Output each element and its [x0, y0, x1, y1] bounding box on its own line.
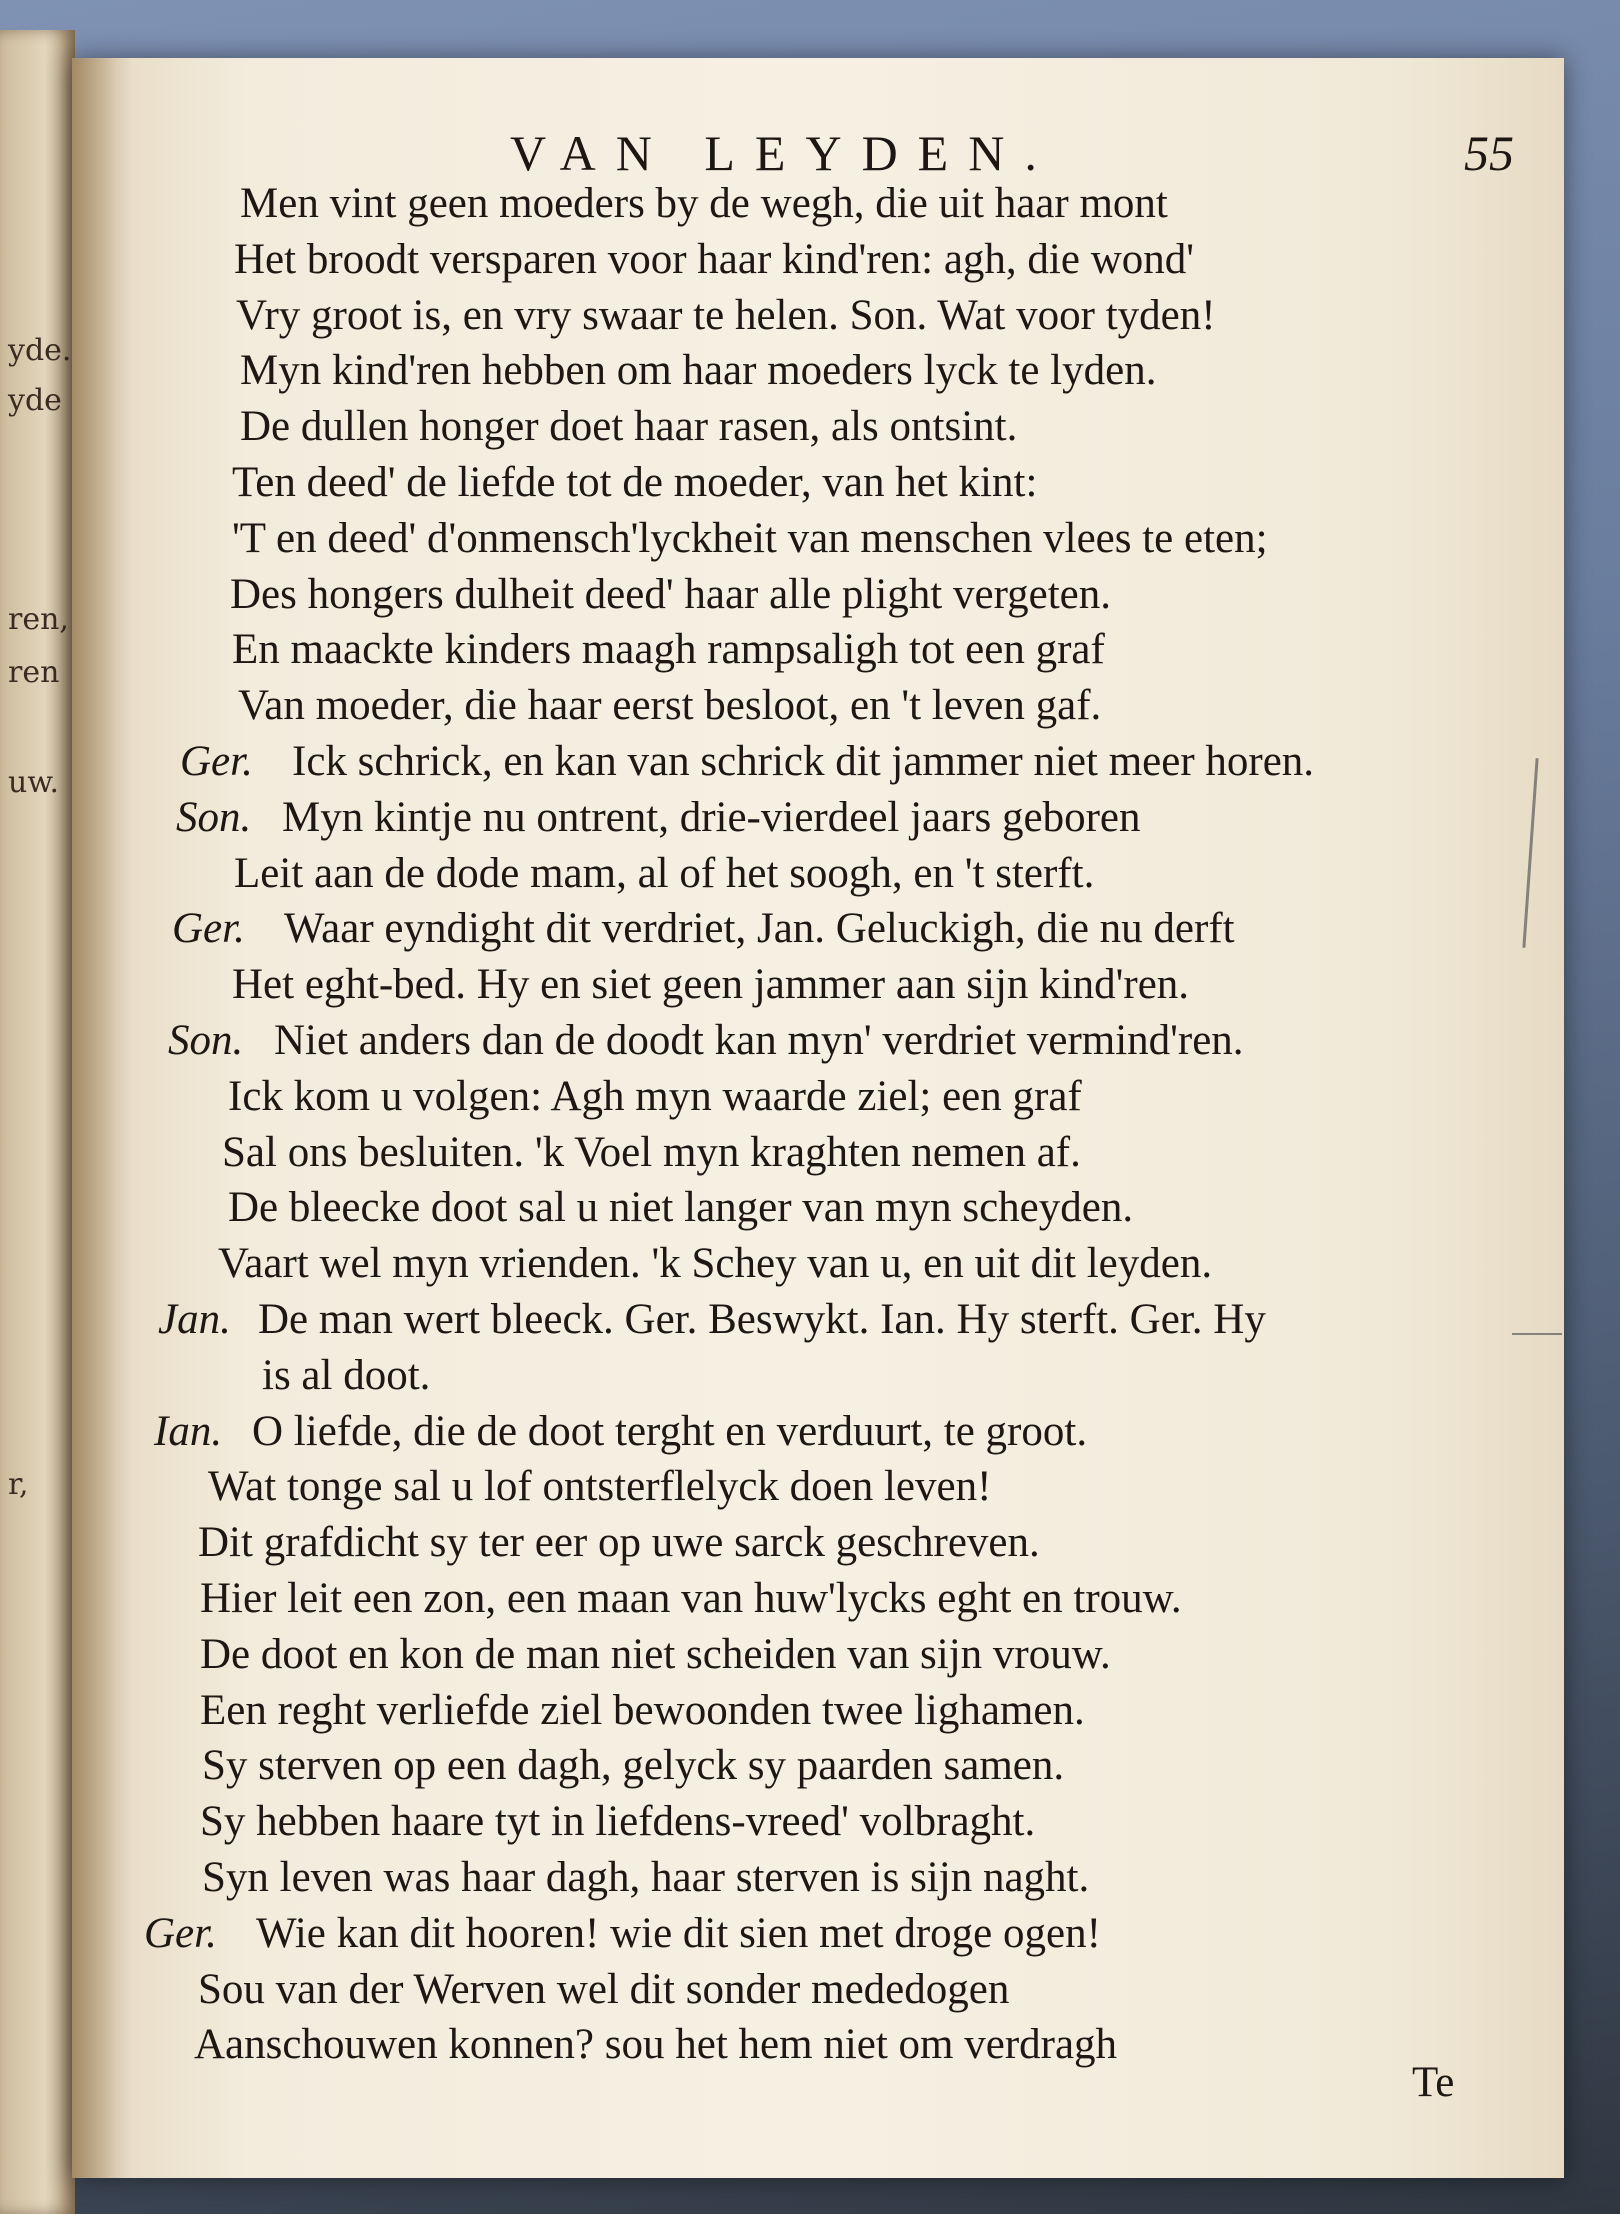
- verse-line: [72, 734, 1564, 790]
- verse-line: [72, 343, 1564, 399]
- verse-text: Een reght verliefde ziel bewoonden twee lighamen.: [200, 1686, 1085, 1734]
- verse-line: [72, 901, 1564, 957]
- facing-page-fragment: yde: [8, 383, 62, 418]
- verse-line: [72, 1962, 1564, 2018]
- verse-line: [72, 678, 1564, 734]
- verse-text: Ten deed' de liefde tot de moeder, van het kint:: [232, 458, 1038, 506]
- verse-line: [72, 2017, 1564, 2073]
- verse-line: [72, 1013, 1564, 1069]
- verse-text: De bleecke doot sal u niet langer van myn scheyden.: [228, 1184, 1134, 1232]
- verse-text: Wat tonge sal u lof ontsterflelyck doen leven!: [208, 1463, 992, 1511]
- speaker-label: Son.: [176, 793, 252, 841]
- verse-text: Leit aan de dode mam, al of het soogh, en 't sterft.: [234, 849, 1095, 897]
- verse-text: Het eght-bed. Hy en siet geen jammer aan sijn kind'ren.: [232, 961, 1190, 1009]
- verse-text: Ick kom u volgen: Agh myn waarde ziel; een graf: [228, 1072, 1082, 1120]
- verse-text: De dullen honger doet haar rasen, als ontsint.: [240, 403, 1018, 451]
- verse-text: De doot en kon de man niet scheiden van sijn vrouw.: [200, 1630, 1111, 1678]
- verse-text: Ick schrick, en kan van schrick dit jammer niet meer horen.: [292, 737, 1315, 785]
- verse-line: [72, 1236, 1564, 1292]
- verse-line: [72, 846, 1564, 902]
- verse-text: Het broodt versparen voor haar kind'ren: agh, die wond': [234, 235, 1195, 283]
- facing-page-fragment: r,: [8, 1467, 29, 1502]
- verse-text: Vry groot is, en vry swaar te helen. Son. Wat voor tyden!: [236, 291, 1216, 339]
- verse-text: De man wert bleeck. Ger. Beswykt. Ian. Hy sterft. Ger. Hy: [258, 1295, 1266, 1343]
- verse-text: Dit grafdicht sy ter eer op uwe sarck geschreven.: [198, 1519, 1040, 1567]
- verse-line: [72, 455, 1564, 511]
- verse-text: is al doot.: [262, 1351, 431, 1399]
- verse-line: [72, 511, 1564, 567]
- verse-text-block: [72, 176, 1564, 2073]
- pencil-margin-tick: [1512, 1333, 1562, 1335]
- speaker-label: Jan.: [158, 1295, 231, 1343]
- verse-text: Waar eyndight dit verdriet, Jan. Geluckigh, die nu derft: [284, 905, 1235, 953]
- verse-line: [72, 1627, 1564, 1683]
- verse-text: Sou van der Werven wel dit sonder mededogen: [198, 1965, 1010, 2013]
- page-number: 55: [1464, 125, 1514, 181]
- facing-page-fragment: uw.: [8, 765, 59, 800]
- verse-line: [72, 1515, 1564, 1571]
- speaker-label: Ger.: [172, 905, 245, 953]
- verse-line: [72, 957, 1564, 1013]
- speaker-label: Ger.: [180, 737, 253, 785]
- verse-line: [72, 1404, 1564, 1460]
- verse-line: [72, 1292, 1564, 1348]
- verse-text: Men vint geen moeders by de wegh, die uit haar mont: [240, 180, 1168, 227]
- verse-line: [72, 1906, 1564, 1962]
- verse-text: O liefde, die de doot terght en verduurt, te groot.: [252, 1407, 1088, 1455]
- verse-line: [72, 1571, 1564, 1627]
- speaker-label: Son.: [168, 1016, 244, 1064]
- verse-text: Myn kind'ren hebben om haar moeders lyck te lyden.: [240, 347, 1157, 395]
- verse-line: [72, 1180, 1564, 1236]
- verse-line: [72, 1459, 1564, 1515]
- verse-line: [72, 1125, 1564, 1181]
- verse-line: [72, 1348, 1564, 1404]
- verse-line: [72, 622, 1564, 678]
- running-head: VAN LEYDEN.: [510, 125, 1057, 181]
- verse-text: Sy sterven op een dagh, gelyck sy paarden samen.: [202, 1742, 1065, 1790]
- verse-text: En maackte kinders maagh rampsaligh tot een graf: [232, 626, 1105, 674]
- facing-page-fragment: yde.: [8, 333, 72, 368]
- verse-line: [72, 232, 1564, 288]
- facing-page-fragment: ren,: [8, 602, 69, 637]
- verse-line: [72, 399, 1564, 455]
- verse-text: Sal ons besluiten. 'k Voel myn kraghten nemen af.: [222, 1128, 1081, 1176]
- verse-line: [72, 288, 1564, 344]
- verse-text: Myn kintje nu ontrent, drie-vierdeel jaars geboren: [282, 793, 1141, 841]
- facing-page-fragment: ren: [8, 655, 60, 690]
- verse-line: [72, 176, 1564, 232]
- speaker-label: Ian.: [154, 1407, 223, 1455]
- verse-line: [72, 790, 1564, 846]
- verse-text: Vaart wel myn vrienden. 'k Schey van u, en uit dit leyden.: [218, 1240, 1213, 1288]
- verse-text: Syn leven was haar dagh, haar sterven is sijn naght.: [202, 1853, 1090, 1901]
- verse-text: Hier leit een zon, een maan van huw'lycks eght en trouw.: [200, 1574, 1182, 1622]
- verse-text: Niet anders dan de doodt kan myn' verdriet vermind'ren.: [274, 1016, 1244, 1064]
- speaker-label: Ger.: [144, 1909, 217, 1957]
- verse-text: Des hongers dulheit deed' haar alle plight vergeten.: [230, 570, 1111, 618]
- catchword: Te: [1412, 2059, 1455, 2106]
- verse-text: Van moeder, die haar eerst besloot, en 't leven gaf.: [238, 682, 1102, 730]
- verse-line: [72, 567, 1564, 623]
- book-page: [72, 58, 1564, 2178]
- verse-text: Aanschouwen konnen? sou het hem niet om verdragh: [194, 2021, 1118, 2069]
- verse-text: 'T en deed' d'onmensch'lyckheit van menschen vlees te eten;: [232, 514, 1268, 562]
- verse-line: [72, 1069, 1564, 1125]
- verse-text: Wie kan dit hooren! wie dit sien met droge ogen!: [256, 1909, 1101, 1957]
- verse-text: Sy hebben haare tyt in liefdens-vreed' volbraght.: [200, 1798, 1036, 1846]
- verse-line: [72, 1683, 1564, 1739]
- facing-page-edge: [0, 30, 75, 2214]
- verse-line: [72, 1738, 1564, 1794]
- verse-line: [72, 1850, 1564, 1906]
- verse-line: [72, 1794, 1564, 1850]
